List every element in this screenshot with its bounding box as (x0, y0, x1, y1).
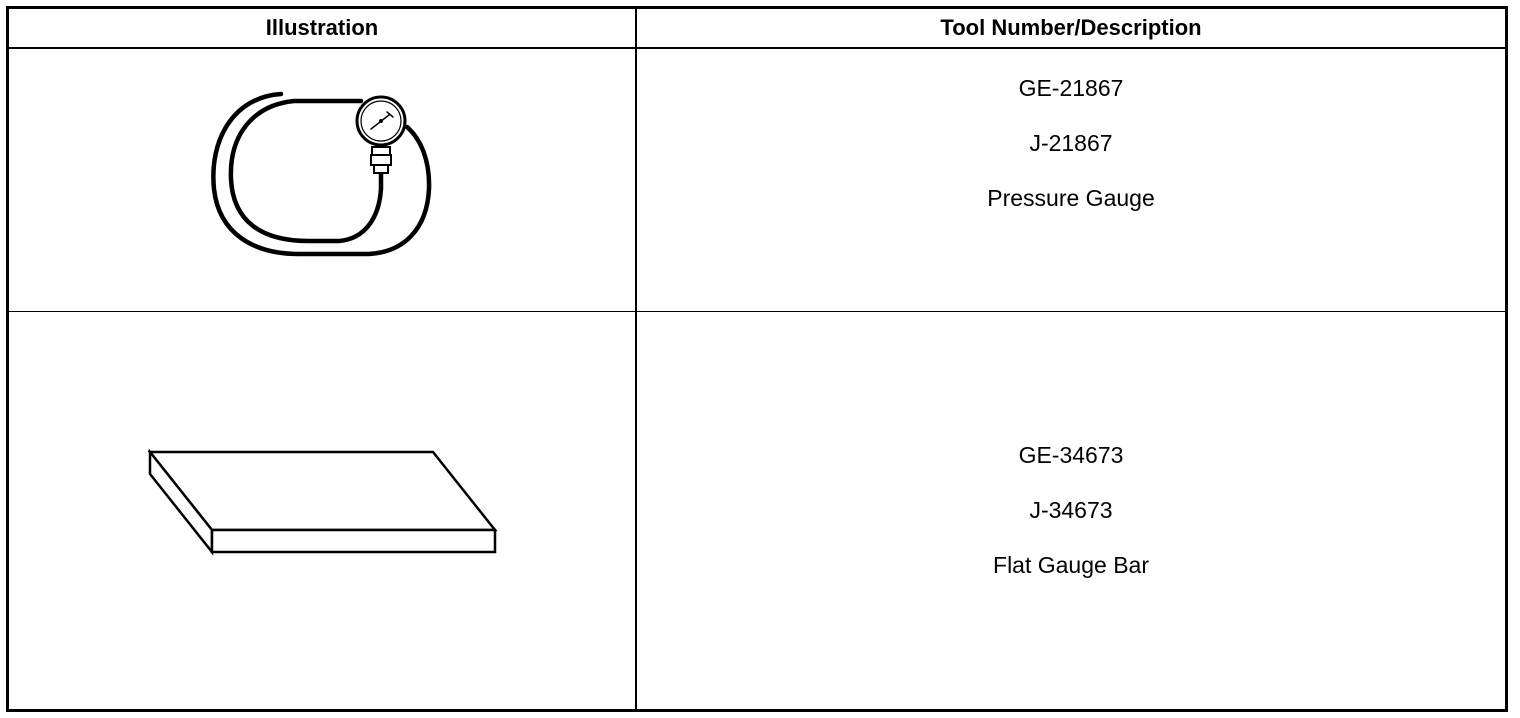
tool-number-ge: GE-21867 (1018, 75, 1124, 101)
pressure-gauge-icon (9, 49, 635, 311)
row-2-description-cell (637, 428, 1505, 593)
tool-number-j: J-21867 (1029, 130, 1113, 156)
tool-number-ge: GE-34673 (1018, 442, 1124, 468)
header-tool-description: Tool Number/Description (940, 15, 1202, 40)
row-1-description-cell (637, 61, 1505, 226)
tool-description: Pressure Gauge (987, 185, 1155, 211)
row-2-illustration-cell (9, 312, 635, 712)
flat-gauge-bar-icon (9, 312, 635, 712)
tool-description: Flat Gauge Bar (993, 552, 1149, 578)
row-1-illustration-cell (9, 49, 635, 311)
header-illustration: Illustration (265, 15, 379, 40)
tool-number-j: J-34673 (1029, 497, 1113, 523)
tool-table (6, 6, 1508, 712)
